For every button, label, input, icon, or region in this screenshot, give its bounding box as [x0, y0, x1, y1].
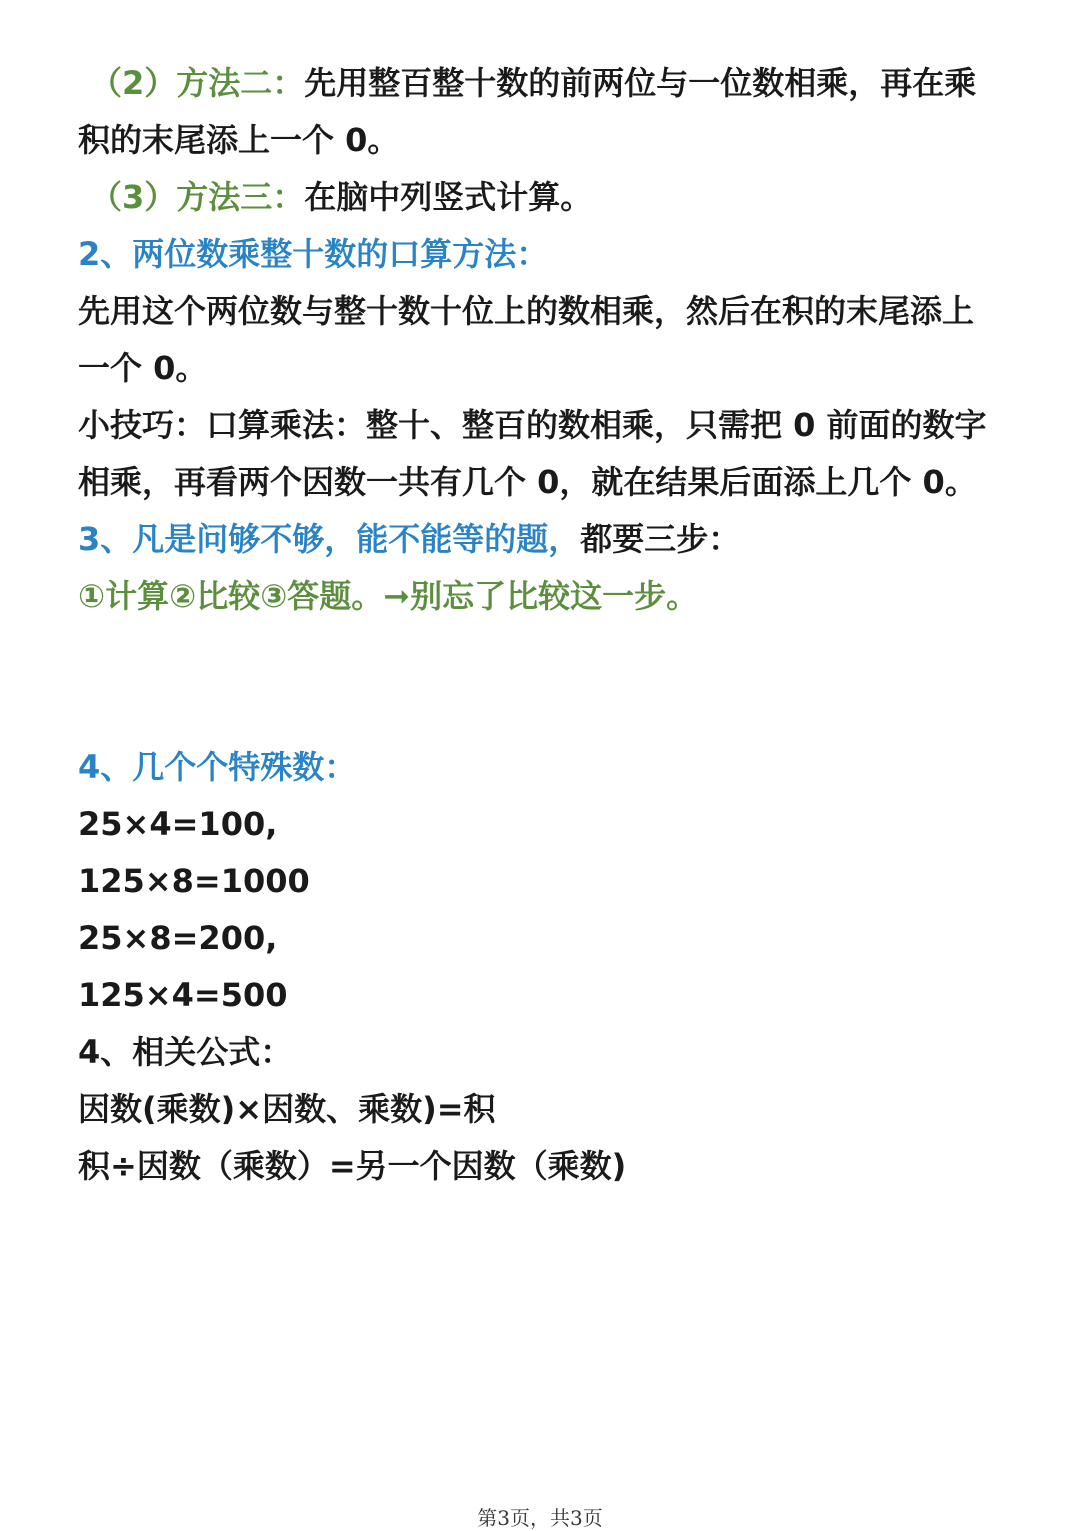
section3-heading-tail: 都要三步： — [580, 520, 741, 558]
method3-line — [78, 169, 1008, 226]
section2-heading: 2、两位数乘整十数的口算方法： — [78, 235, 549, 273]
special-number-item: 125×4=500 — [78, 976, 288, 1014]
special-number-item: 25×8=200, — [78, 919, 278, 957]
section2-body-line1: 先用这个两位数与整十数十位上的数相乘，然后在积的末尾添上 — [78, 292, 975, 330]
method3-text: 在脑中列竖式计算。 — [304, 178, 593, 216]
method2-label: （2）方法二： — [90, 64, 305, 102]
method3-label: （3）方法三： — [90, 178, 305, 216]
section2-tip-line2: 相乘，再看两个因数一共有几个 0，就在结果后面添上几个 0。 — [78, 463, 977, 501]
special-number-item: 25×4=100, — [78, 805, 278, 843]
document-body — [78, 55, 1008, 1195]
special-number-item: 125×8=1000 — [78, 862, 310, 900]
section3-heading-line — [78, 511, 1008, 568]
method2-line1 — [78, 55, 1008, 112]
section3-steps: ①计算②比较③答题。➞别忘了比较这一步。 — [78, 577, 699, 615]
section2-tip-line1: 小技巧：口算乘法：整十、整百的数相乘，只需把 0 前面的数字 — [78, 406, 987, 444]
section5-heading: 4、相关公式： — [78, 1033, 293, 1071]
method2-text-line1: 先用整百整十数的前两位与一位数相乘，再在乘 — [304, 64, 977, 102]
section3-heading: 3、凡是问够不够，能不能等的题， — [78, 520, 581, 558]
section2-body-line2: 一个 0。 — [78, 349, 208, 387]
section4-heading: 4、几个个特殊数： — [78, 748, 357, 786]
page-footer: 第3页，共3页 — [477, 1506, 603, 1530]
spacer — [78, 625, 1008, 739]
formula-2: 积÷因数（乘数）=另一个因数（乘数) — [78, 1147, 627, 1185]
method2-text-line2: 积的末尾添上一个 0。 — [78, 121, 400, 159]
formula-1: 因数(乘数)×因数、乘数)=积 — [78, 1090, 496, 1128]
